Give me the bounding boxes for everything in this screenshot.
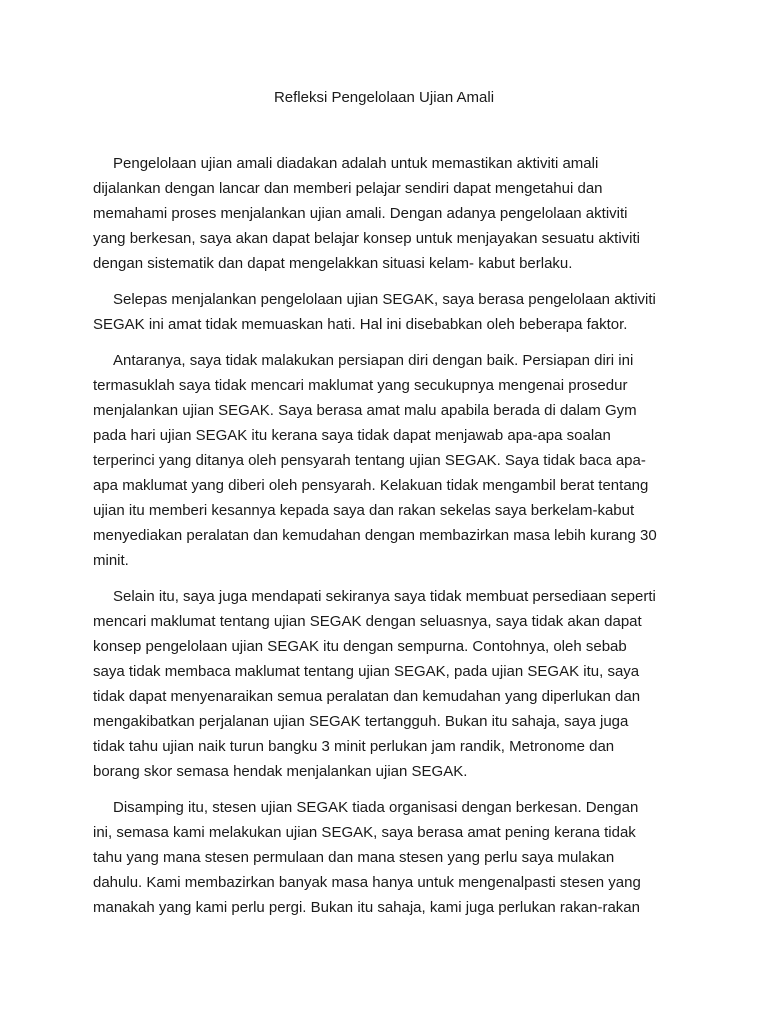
paragraph-line: saya tidak membaca maklumat tentang ujian SEGAK, pada ujian SEGAK itu, saya (93, 663, 640, 680)
paragraph-line: memahami proses menjalankan ujian amali. Dengan adanya pengelolaan aktiviti (93, 205, 628, 222)
paragraph-line: ini, semasa kami melakukan ujian SEGAK, saya berasa amat pening kerana tidak (93, 824, 636, 841)
paragraph-line: yang berkesan, saya akan dapat belajar konsep untuk menjayakan sesuatu aktiviti (93, 230, 641, 247)
paragraph-line: Selepas menjalankan pengelolaan ujian SEGAK, saya berasa pengelolaan aktiviti (113, 291, 656, 308)
paragraph-3 (93, 348, 683, 573)
document-body (93, 151, 683, 931)
paragraph-line: ujian itu memberi kesannya kepada saya dan rakan sekelas saya berkelam-kabut (93, 502, 635, 519)
paragraph-2 (93, 287, 683, 337)
paragraph-line: dahulu. Kami membazirkan banyak masa hanya untuk mengenalpasti stesen yang (93, 874, 641, 891)
paragraph-line: menjalankan ujian SEGAK. Saya berasa amat malu apabila berada di dalam Gym (93, 402, 637, 419)
paragraph-1 (93, 151, 683, 276)
paragraph-line: mencari maklumat tentang ujian SEGAK dengan seluasnya, saya tidak akan dapat (93, 613, 642, 630)
paragraph-line: minit. (93, 552, 129, 569)
document-title: Refleksi Pengelolaan Ujian Amali (273, 89, 495, 106)
paragraph-line: SEGAK ini amat tidak memuaskan hati. Hal ini disebabkan oleh beberapa faktor. (93, 316, 628, 333)
paragraph-line: dengan sistematik dan dapat mengelakkan situasi kelam- kabut berlaku. (93, 255, 573, 272)
paragraph-line: mengakibatkan perjalanan ujian SEGAK tertangguh. Bukan itu sahaja, saya juga (93, 713, 629, 730)
paragraph-5 (93, 795, 683, 920)
paragraph-line: Antaranya, saya tidak malakukan persiapan diri dengan baik. Persiapan diri ini (113, 352, 634, 369)
paragraph-line: Pengelolaan ujian amali diadakan adalah untuk memastikan aktiviti amali (113, 155, 599, 172)
paragraph-line: dijalankan dengan lancar dan memberi pelajar sendiri dapat mengetahui dan (93, 180, 603, 197)
paragraph-line: pada hari ujian SEGAK itu kerana saya tidak dapat menjawab apa-apa soalan (93, 427, 611, 444)
paragraph-line: Selain itu, saya juga mendapati sekiranya saya tidak membuat persediaan seperti (113, 588, 656, 605)
paragraph-line: menyediakan peralatan dan kemudahan dengan membazirkan masa lebih kurang 30 (93, 527, 657, 544)
paragraph-line: Disamping itu, stesen ujian SEGAK tiada organisasi dengan berkesan. Dengan (113, 799, 639, 816)
paragraph-line: terperinci yang ditanya oleh pensyarah tentang ujian SEGAK. Saya tidak baca apa- (93, 452, 646, 469)
paragraph-line: termasuklah saya tidak mencari maklumat yang secukupnya mengenai prosedur (93, 377, 628, 394)
paragraph-line: manakah yang kami perlu pergi. Bukan itu sahaja, kami juga perlukan rakan-rakan (93, 899, 640, 916)
paragraph-line: borang skor semasa hendak menjalankan ujian SEGAK. (93, 763, 468, 780)
paragraph-4 (93, 584, 683, 784)
paragraph-line: apa maklumat yang diberi oleh pensyarah. Kelakuan tidak mengambil berat tentang (93, 477, 649, 494)
paragraph-line: konsep pengelolaan ujian SEGAK itu dengan sempurna. Contohnya, oleh sebab (93, 638, 627, 655)
paragraph-line: tidak tahu ujian naik turun bangku 3 minit perlukan jam randik, Metronome dan (93, 738, 615, 755)
paragraph-line: tahu yang mana stesen permulaan dan mana stesen yang perlu saya mulakan (93, 849, 615, 866)
paragraph-line: tidak dapat menyenaraikan semua peralatan dan kemudahan yang diperlukan dan (93, 688, 641, 705)
